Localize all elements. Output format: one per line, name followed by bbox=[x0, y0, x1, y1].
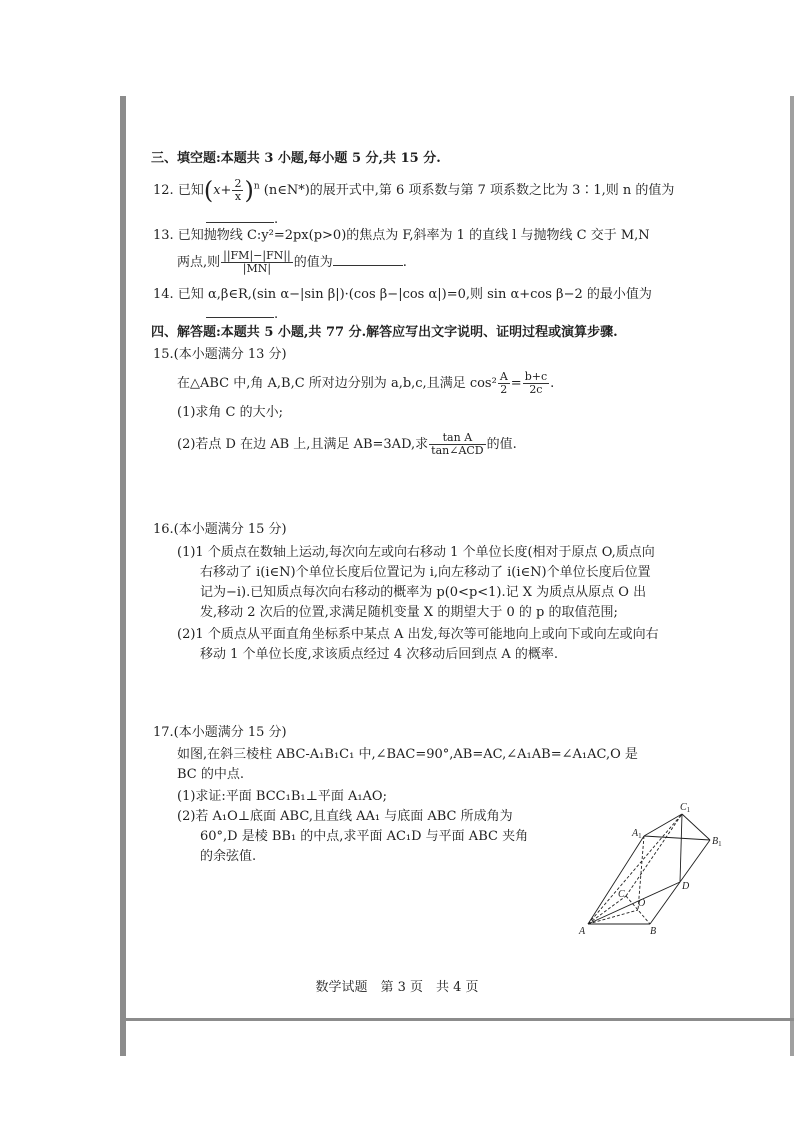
q16-p1-line1: (1)1 个质点在数轴上运动,每次向左或向右移动 1 个单位长度(相对于原点 O,质点向 bbox=[177, 545, 655, 560]
q17-part2-line2: 60°,D 是棱 BB₁ 的中点,求平面 AC₁D 与平面 ABC 夹角 bbox=[200, 829, 529, 844]
q16-p1-line2: 右移动了 i(i∈N)个单位长度后位置记为 i,向左移动了 i(i∈N)个单位长度后位置 bbox=[200, 565, 651, 580]
q15-title: 15.(本小题满分 13 分) bbox=[153, 347, 287, 362]
q15-stem: 在△ABC 中,角 A,B,C 所对边分别为 a,b,c,且满足 cos² $\frac{A}{2}$ = $\frac{b+c}{2c}$ . bbox=[177, 370, 555, 396]
q12-answer-blank bbox=[206, 210, 274, 223]
q12-num: 12. bbox=[153, 183, 174, 198]
q15-frac-a2: $\frac{A}{2}$ bbox=[499, 370, 508, 396]
left-border-line bbox=[120, 96, 126, 1056]
section3-heading: 三、填空题:本题共 3 小题,每小题 5 分,共 15 分. bbox=[151, 151, 441, 166]
segment-C1D bbox=[680, 814, 682, 882]
right-border-line bbox=[790, 96, 794, 1056]
edge-CC1 bbox=[626, 814, 682, 896]
prism-figure bbox=[574, 800, 734, 940]
label-C: C bbox=[618, 889, 625, 900]
bottom-border-line bbox=[120, 1018, 794, 1021]
q12-cond: (n∈N*)的展开式中,第 6 项系数与第 7 项系数之比为 3∶1,则 n 的值为 bbox=[263, 183, 675, 198]
label-A: A bbox=[579, 926, 586, 937]
q16-p1-line3: 记为−i).已知质点每次向右移动的概率为 p(0<p<1).记 X 为质点从原点 O 出 bbox=[200, 585, 647, 600]
label-A1: $A_1$ bbox=[632, 828, 642, 840]
q13-answer-blank bbox=[333, 253, 403, 266]
label-B: B bbox=[650, 926, 657, 937]
q17-part2-line3: 的余弦值. bbox=[200, 849, 257, 864]
q16-p1-line4: 发,移动 2 次后的位置,求满足随机变量 X 的期望大于 0 的 p 的取值范围; bbox=[200, 605, 618, 620]
q15-part2: (2)若点 D 在边 AB 上,且满足 AB=3AD,求 $\frac{\text{tan A}}{\text{tan∠ACD}}$ 的值. bbox=[177, 431, 517, 457]
label-O: O bbox=[638, 898, 646, 909]
q13-fraction: $\frac{||FM|-|FN||}{|MN|}$ bbox=[223, 249, 291, 275]
q16-title: 16.(本小题满分 15 分) bbox=[153, 522, 287, 537]
q15-frac-tan: $\frac{\text{tan A}}{\text{tan∠ACD}}$ bbox=[431, 431, 484, 457]
section4-heading: 四、解答题:本题共 5 小题,共 77 分.解答应写出文字说明、证明过程或演算步骤. bbox=[151, 325, 618, 340]
q17-title: 17.(本小题满分 15 分) bbox=[153, 725, 287, 740]
q13-line2: 两点,则 $\frac{||FM|-|FN||}{|MN|}$ 的值为 . bbox=[177, 249, 407, 275]
q15-part1: (1)求角 C 的大小; bbox=[177, 405, 284, 420]
q12-expr: x+ bbox=[213, 183, 232, 198]
q14-line1: 14. 已知 α,β∈R,(sin α−|sin β|)·(cos β−|cos α|)=0,则 sin α+cos β−2 的最小值为 bbox=[153, 287, 652, 302]
edge-A1C1 bbox=[644, 814, 682, 836]
q13-line1: 13. 已知抛物线 C:y²=2px(p>0)的焦点为 F,斜率为 1 的直线 l 与抛物线 C 交于 M,N bbox=[153, 228, 650, 243]
q16-p2-line2: 移动 1 个单位长度,求该质点经过 4 次移动后回到点 A 的概率. bbox=[200, 647, 558, 662]
q14-answer-blank bbox=[206, 305, 274, 318]
q12-exponent: n bbox=[253, 181, 260, 192]
edge-A1B1 bbox=[644, 836, 710, 840]
label-C1: $C_1$ bbox=[680, 802, 691, 814]
q14-answer-line: . bbox=[206, 305, 278, 323]
q12-answer-line: . bbox=[206, 210, 278, 228]
edge-C1B1 bbox=[682, 814, 710, 840]
q15-frac-bc: $\frac{b+c}{2c}$ bbox=[524, 370, 548, 396]
q17-line2: BC 的中点. bbox=[177, 767, 245, 782]
q17-line1: 如图,在斜三棱柱 ABC-A₁B₁C₁ 中,∠BAC=90°,AB=AC,∠A₁AB=∠A₁AC,O 是 bbox=[177, 747, 638, 762]
q17-part2-line1: (2)若 A₁O⊥底面 ABC,且直线 AA₁ 与底面 ABC 所成角为 bbox=[177, 809, 513, 824]
label-D: D bbox=[682, 881, 690, 892]
q17-part1: (1)求证:平面 BCC₁B₁⊥平面 A₁AO; bbox=[177, 789, 387, 804]
q12-pre: 已知 bbox=[177, 183, 204, 198]
label-B1: $B_1$ bbox=[712, 836, 722, 848]
q16-p2-line1: (2)1 个质点从平面直角坐标系中某点 A 出发,每次等可能地向上或向下或向左或向右 bbox=[177, 627, 659, 642]
q12-fraction: $\frac{2}{x}$ bbox=[234, 177, 242, 203]
page-footer: 数学试题 第 3 页 共 4 页 bbox=[315, 980, 479, 995]
edge-AC bbox=[588, 896, 626, 924]
q12-line1: 12. 已知(x+ $\frac{2}{x}$ )$^n$ (n∈N*)的展开式中,第 6 项系数与第 7 项系数之比为 3∶1,则 n 的值为 bbox=[153, 176, 675, 205]
